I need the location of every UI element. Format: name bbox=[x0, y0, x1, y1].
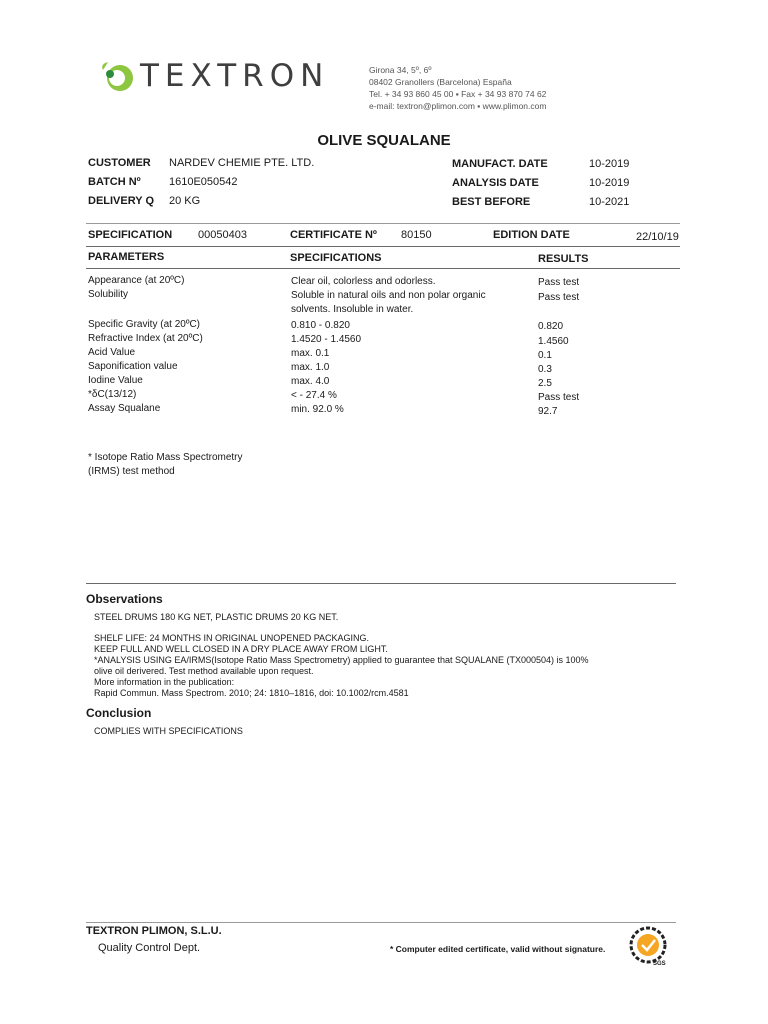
manufact-date-label: MANUFACT. DATE bbox=[452, 158, 548, 170]
param-cell: Acid Value bbox=[88, 347, 136, 358]
param-cell: Specific Gravity (at 20ºC) bbox=[88, 319, 201, 330]
certificate-label: CERTIFICATE Nº bbox=[290, 229, 377, 241]
specifications-header: SPECIFICATIONS bbox=[290, 252, 382, 264]
result-cell: 0.820 bbox=[538, 321, 564, 332]
divider bbox=[86, 223, 680, 224]
manufact-date-value: 10-2019 bbox=[589, 158, 630, 170]
email-web-line: e-mail: textron@plimon.com ▪ www.plimon.com bbox=[369, 101, 547, 111]
result-cell: Pass test bbox=[538, 292, 580, 303]
result-cell: Pass test bbox=[538, 392, 580, 403]
drums-note: STEEL DRUMS 180 KG NET, PLASTIC DRUMS 20 KG NET. bbox=[94, 612, 339, 622]
company-logo-wordmark: TEXTRON bbox=[140, 58, 330, 94]
edition-date-label: EDITION DATE bbox=[493, 229, 570, 241]
certificate-value: 80150 bbox=[401, 229, 432, 241]
edition-date-value: 22/10/19 bbox=[636, 231, 679, 243]
company-address bbox=[369, 64, 546, 112]
conclusion-heading: Conclusion bbox=[86, 706, 152, 720]
best-before-value: 10-2021 bbox=[589, 196, 630, 208]
footer-company: TEXTRON PLIMON, S.L.U. bbox=[86, 925, 222, 937]
delivery-label: DELIVERY Q bbox=[88, 195, 155, 207]
spec-cell: Clear oil, colorless and odorless. bbox=[291, 276, 436, 287]
parameters-header: PARAMETERS bbox=[88, 251, 165, 263]
param-cell: Iodine Value bbox=[88, 375, 143, 386]
observation-line: KEEP FULL AND WELL CLOSED IN A DRY PLACE AWAY FROM LIGHT. bbox=[94, 644, 388, 654]
isotope-footnote bbox=[88, 451, 243, 479]
specification-label: SPECIFICATION bbox=[88, 229, 173, 241]
param-cell: Refractive Index (at 20ºC) bbox=[88, 333, 203, 344]
address-line: 08402 Granollers (Barcelona) España bbox=[369, 77, 512, 87]
param-cell: Saponification value bbox=[88, 361, 178, 372]
signature-note: * Computer edited certificate, valid without signature. bbox=[390, 944, 606, 954]
divider bbox=[86, 246, 680, 247]
spec-cell: < - 27.4 % bbox=[291, 390, 337, 401]
result-cell: 92.7 bbox=[538, 406, 558, 417]
result-cell: Pass test bbox=[538, 277, 580, 288]
footnote-line: * Isotope Ratio Mass Spectrometry bbox=[88, 452, 243, 463]
page-title: OLIVE SQUALANE bbox=[317, 132, 451, 149]
spec-cell: max. 1.0 bbox=[291, 362, 330, 373]
customer-label: CUSTOMER bbox=[88, 157, 151, 169]
batch-value: 1610E050542 bbox=[169, 176, 238, 188]
result-cell: 0.3 bbox=[538, 364, 552, 375]
spec-cell: max. 0.1 bbox=[291, 348, 330, 359]
address-line: Girona 34, 5º, 6º bbox=[369, 65, 432, 75]
divider bbox=[86, 268, 680, 269]
result-cell: 0.1 bbox=[538, 350, 552, 361]
sgs-seal-icon bbox=[624, 924, 674, 970]
observations-heading: Observations bbox=[86, 592, 163, 606]
observation-line: More information in the publication: bbox=[94, 677, 235, 687]
results-header: RESULTS bbox=[538, 253, 589, 265]
textron-logo-icon bbox=[100, 58, 134, 96]
param-cell: Appearance (at 20ºC) bbox=[88, 275, 185, 286]
param-cell: Assay Squalane bbox=[88, 403, 161, 414]
result-cell: 2.5 bbox=[538, 378, 552, 389]
spec-cell: max. 4.0 bbox=[291, 376, 330, 387]
footer-department: Quality Control Dept. bbox=[98, 942, 201, 954]
footnote-line: (IRMS) test method bbox=[88, 466, 175, 477]
observations-text bbox=[94, 633, 589, 699]
best-before-label: BEST BEFORE bbox=[452, 196, 531, 208]
specification-value: 00050403 bbox=[198, 229, 247, 241]
analysis-date-value: 10-2019 bbox=[589, 177, 630, 189]
analysis-date-label: ANALYSIS DATE bbox=[452, 177, 539, 189]
param-cell: *δC(13/12) bbox=[88, 389, 137, 400]
spec-cell: 1.4520 - 1.4560 bbox=[291, 334, 362, 345]
spec-cell: min. 92.0 % bbox=[291, 404, 344, 415]
phone-fax-line: Tel. + 34 93 860 45 00 ▪ Fax + 34 93 870 74 62 bbox=[369, 89, 547, 99]
delivery-value: 20 KG bbox=[169, 195, 201, 207]
spec-cell: 0.810 - 0.820 bbox=[291, 320, 350, 331]
result-cell: 1.4560 bbox=[538, 336, 569, 347]
sgs-seal-label: SGS bbox=[653, 961, 666, 967]
conclusion-text: COMPLIES WITH SPECIFICATIONS bbox=[94, 726, 243, 736]
param-cell: Solubility bbox=[88, 289, 129, 300]
observation-line: *ANALYSIS USING EA/IRMS(Isotope Ratio Mass Spectrometry) applied to guarantee that SQUALANE (TX000504) is 100% bbox=[94, 655, 589, 665]
customer-value: NARDEV CHEMIE PTE. LTD. bbox=[169, 157, 315, 169]
observation-line: olive oil derivered. Test method available upon request. bbox=[94, 666, 314, 676]
batch-label: BATCH Nº bbox=[88, 176, 141, 188]
observation-line: SHELF LIFE: 24 MONTHS IN ORIGINAL UNOPENED PACKAGING. bbox=[94, 633, 370, 643]
divider bbox=[86, 583, 676, 584]
divider bbox=[86, 922, 676, 923]
spec-cell: Soluble in natural oils and non polar organic solvents. Insoluble in water. bbox=[291, 290, 486, 315]
observation-line: Rapid Commun. Mass Spectrom. 2010; 24: 1810–1816, doi: 10.1002/rcm.4581 bbox=[94, 688, 409, 698]
